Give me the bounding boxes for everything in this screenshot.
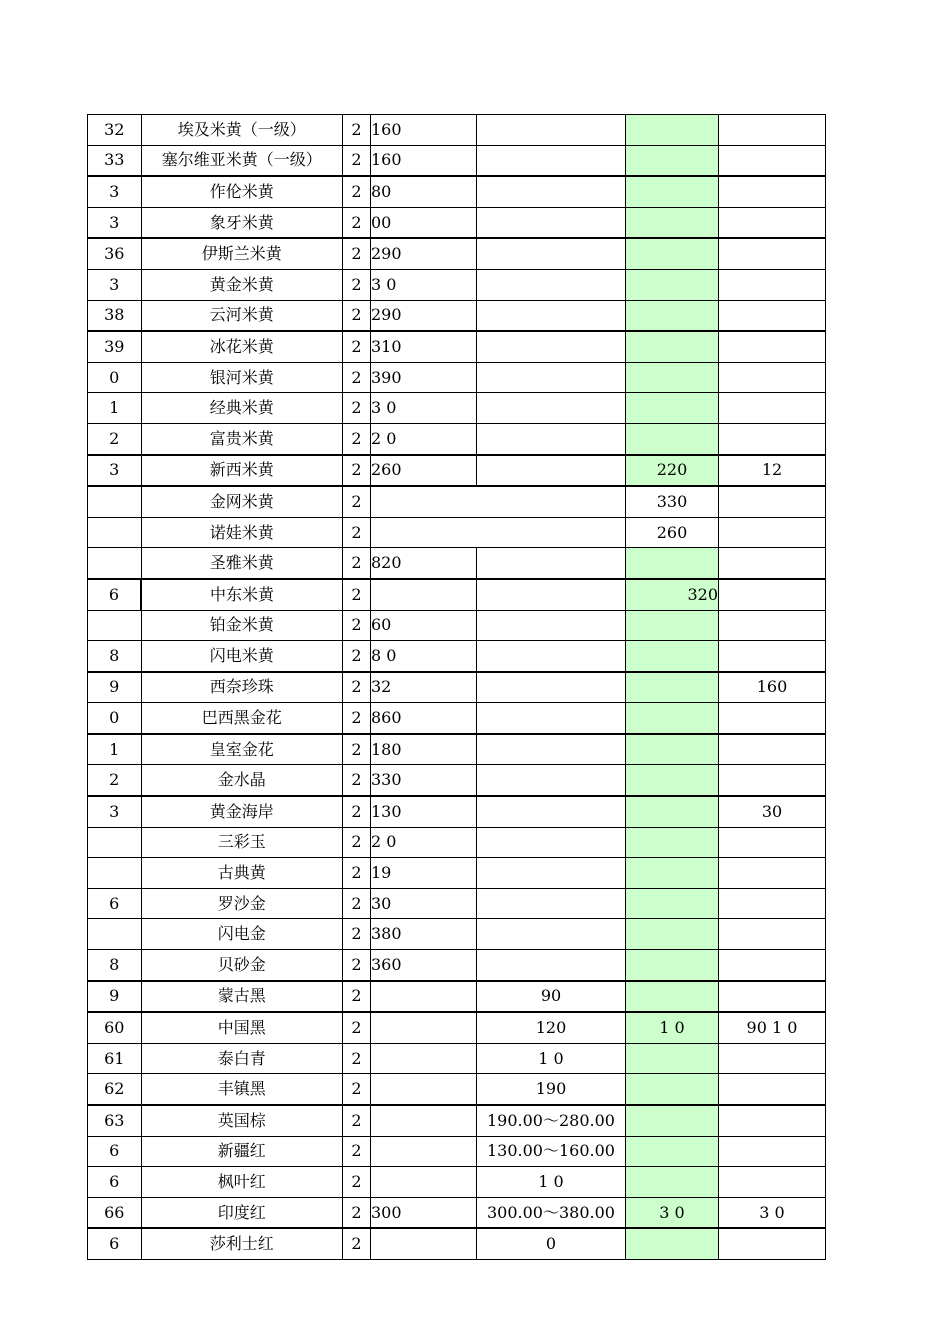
row-number: 1: [88, 734, 142, 765]
row-number: 2: [88, 765, 142, 796]
stone-name: 新疆红: [141, 1136, 343, 1167]
unit-cell: 2: [343, 300, 371, 331]
unit-cell: 2: [343, 981, 371, 1013]
table-row: [88, 145, 826, 176]
price-cell-1: [371, 1043, 477, 1074]
table-row: [88, 1074, 826, 1105]
table-row: [88, 1136, 826, 1167]
price-cell-2: 120: [477, 1012, 626, 1043]
price-cell-2: 190.00～280.00: [477, 1105, 626, 1136]
price-cell-4: [719, 1228, 826, 1259]
stone-name: 伊斯兰米黄: [141, 238, 343, 269]
price-cell-2: [477, 423, 626, 454]
unit-cell: 2: [343, 486, 371, 517]
table-row: [88, 610, 826, 641]
row-number: 62: [88, 1074, 142, 1105]
price-cell-2: [477, 641, 626, 672]
price-cell-2: [477, 455, 626, 487]
price-cell-3: [626, 300, 719, 331]
price-cell-4: [719, 1043, 826, 1074]
row-number: [88, 827, 142, 858]
price-cell-1: 32: [371, 672, 477, 703]
price-cell-3: [626, 423, 719, 454]
stone-name: 丰镇黑: [141, 1074, 343, 1105]
price-cell-4: [719, 145, 826, 176]
price-cell-1: [371, 517, 477, 548]
price-cell-3: [626, 1136, 719, 1167]
unit-cell: 2: [343, 641, 371, 672]
unit-cell: 2: [343, 145, 371, 176]
unit-cell: 2: [343, 455, 371, 487]
price-cell-1: [371, 1012, 477, 1043]
stone-name: 铂金米黄: [141, 610, 343, 641]
table-row: [88, 888, 826, 919]
table-row: [88, 765, 826, 796]
stone-name: 云河米黄: [141, 300, 343, 331]
stone-name: 银河米黄: [141, 362, 343, 393]
price-cell-2: [477, 610, 626, 641]
price-cell-4: 12: [719, 455, 826, 487]
price-cell-4: [719, 981, 826, 1013]
price-cell-2: [477, 858, 626, 889]
unit-cell: 2: [343, 765, 371, 796]
price-cell-1: [371, 1105, 477, 1136]
row-number: 3: [88, 455, 142, 487]
price-cell-2: [477, 176, 626, 207]
price-cell-4: [719, 734, 826, 765]
row-number: 6: [88, 1167, 142, 1198]
row-number: 3: [88, 796, 142, 827]
price-cell-2: [477, 300, 626, 331]
row-number: 6: [88, 1228, 142, 1259]
table-row: [88, 734, 826, 765]
price-cell-4: [719, 919, 826, 950]
price-cell-4: [719, 1136, 826, 1167]
price-cell-1: 180: [371, 734, 477, 765]
unit-cell: 2: [343, 548, 371, 579]
price-cell-2: 300.00～380.00: [477, 1197, 626, 1228]
unit-cell: 2: [343, 888, 371, 919]
price-cell-2: 130.00～160.00: [477, 1136, 626, 1167]
unit-cell: 2: [343, 858, 371, 889]
price-cell-3: [626, 115, 719, 146]
price-cell-3: [626, 176, 719, 207]
table-row: [88, 269, 826, 300]
price-cell-3: 320: [626, 579, 719, 610]
price-cell-4: [719, 517, 826, 548]
table-row: [88, 238, 826, 269]
price-cell-4: [719, 827, 826, 858]
row-number: 39: [88, 331, 142, 362]
unit-cell: 2: [343, 672, 371, 703]
table-row: [88, 672, 826, 703]
row-number: 9: [88, 672, 142, 703]
stone-name: 闪电米黄: [141, 641, 343, 672]
stone-name: 贝砂金: [141, 950, 343, 981]
price-cell-1: 2 0: [371, 423, 477, 454]
price-cell-1: 300: [371, 1197, 477, 1228]
price-cell-3: [626, 1167, 719, 1198]
row-number: 9: [88, 981, 142, 1013]
row-number: 6: [88, 579, 142, 610]
price-cell-4: [719, 362, 826, 393]
stone-name: 皇室金花: [141, 734, 343, 765]
unit-cell: 2: [343, 1012, 371, 1043]
price-cell-3: [626, 888, 719, 919]
table-row: [88, 115, 826, 146]
unit-cell: 2: [343, 919, 371, 950]
row-number: 1: [88, 393, 142, 424]
stone-name: 黄金米黄: [141, 269, 343, 300]
table-row: [88, 300, 826, 331]
stone-name: 金网米黄: [141, 486, 343, 517]
price-cell-3: [626, 1228, 719, 1259]
unit-cell: 2: [343, 207, 371, 238]
table-row: [88, 207, 826, 238]
stone-name: 西奈珍珠: [141, 672, 343, 703]
table-row: [88, 950, 826, 981]
unit-cell: 2: [343, 1197, 371, 1228]
price-cell-2: 90: [477, 981, 626, 1013]
price-cell-3: 1 0: [626, 1012, 719, 1043]
price-cell-3: 330: [626, 486, 719, 517]
price-cell-1: [371, 579, 477, 610]
price-cell-1: 30: [371, 888, 477, 919]
price-cell-3: [626, 919, 719, 950]
price-cell-2: [477, 486, 626, 517]
price-cell-4: [719, 641, 826, 672]
table-row: [88, 641, 826, 672]
price-cell-3: [626, 1074, 719, 1105]
price-cell-1: [371, 486, 477, 517]
price-cell-2: [477, 517, 626, 548]
unit-cell: 2: [343, 703, 371, 734]
price-cell-3: [626, 362, 719, 393]
table-row: [88, 579, 826, 610]
stone-name: 古典黄: [141, 858, 343, 889]
unit-cell: 2: [343, 269, 371, 300]
price-cell-4: [719, 610, 826, 641]
unit-cell: 2: [343, 238, 371, 269]
price-cell-4: [719, 423, 826, 454]
stone-name: 三彩玉: [141, 827, 343, 858]
price-cell-1: 00: [371, 207, 477, 238]
row-number: 60: [88, 1012, 142, 1043]
stone-name: 新西米黄: [141, 455, 343, 487]
unit-cell: 2: [343, 1043, 371, 1074]
row-number: [88, 858, 142, 889]
stone-name: 圣雅米黄: [141, 548, 343, 579]
price-cell-3: [626, 269, 719, 300]
price-cell-3: [626, 981, 719, 1013]
price-cell-4: [719, 393, 826, 424]
row-number: [88, 610, 142, 641]
unit-cell: 2: [343, 796, 371, 827]
table-row: [88, 176, 826, 207]
price-cell-1: [371, 981, 477, 1013]
price-cell-2: [477, 579, 626, 610]
unit-cell: 2: [343, 734, 371, 765]
row-number: 3: [88, 176, 142, 207]
price-cell-2: [477, 888, 626, 919]
price-cell-3: 220: [626, 455, 719, 487]
table-row: [88, 858, 826, 889]
stone-name: 黄金海岸: [141, 796, 343, 827]
price-cell-3: [626, 703, 719, 734]
stone-name: 中国黑: [141, 1012, 343, 1043]
price-cell-4: [719, 950, 826, 981]
price-cell-4: [719, 888, 826, 919]
stone-name: 英国棕: [141, 1105, 343, 1136]
price-cell-1: 80: [371, 176, 477, 207]
price-cell-3: [626, 827, 719, 858]
price-cell-1: 3 0: [371, 269, 477, 300]
price-cell-2: 190: [477, 1074, 626, 1105]
price-cell-1: 330: [371, 765, 477, 796]
price-cell-1: 380: [371, 919, 477, 950]
price-cell-2: [477, 362, 626, 393]
price-cell-1: 310: [371, 331, 477, 362]
price-cell-3: [626, 765, 719, 796]
row-number: 8: [88, 950, 142, 981]
price-cell-3: 260: [626, 517, 719, 548]
price-cell-1: 160: [371, 115, 477, 146]
unit-cell: 2: [343, 517, 371, 548]
table-row: [88, 1228, 826, 1259]
row-number: 2: [88, 423, 142, 454]
row-number: 63: [88, 1105, 142, 1136]
price-cell-3: [626, 1105, 719, 1136]
stone-name: 金水晶: [141, 765, 343, 796]
price-cell-2: [477, 115, 626, 146]
row-number: 0: [88, 362, 142, 393]
price-cell-2: [477, 765, 626, 796]
price-cell-1: [371, 1228, 477, 1259]
price-cell-4: [719, 1074, 826, 1105]
price-cell-1: 3 0: [371, 393, 477, 424]
price-cell-3: [626, 641, 719, 672]
unit-cell: 2: [343, 1074, 371, 1105]
price-cell-4: [719, 238, 826, 269]
price-cell-3: [626, 331, 719, 362]
stone-name: 埃及米黄（一级）: [141, 115, 343, 146]
table-row: [88, 517, 826, 548]
row-number: 3: [88, 269, 142, 300]
price-cell-3: [626, 950, 719, 981]
price-cell-4: [719, 115, 826, 146]
price-cell-4: 90 1 0: [719, 1012, 826, 1043]
stone-name: 巴西黑金花: [141, 703, 343, 734]
table-row: [88, 362, 826, 393]
price-cell-1: 390: [371, 362, 477, 393]
stone-name: 印度红: [141, 1197, 343, 1228]
row-number: [88, 486, 142, 517]
stone-name: 塞尔维亚米黄（一级）: [141, 145, 343, 176]
price-cell-4: 30: [719, 796, 826, 827]
row-number: [88, 548, 142, 579]
price-cell-1: [371, 1074, 477, 1105]
table-row: [88, 1167, 826, 1198]
unit-cell: 2: [343, 1136, 371, 1167]
price-cell-2: [477, 796, 626, 827]
price-cell-3: [626, 672, 719, 703]
unit-cell: 2: [343, 579, 371, 610]
stone-name: 诺娃米黄: [141, 517, 343, 548]
price-cell-1: 260: [371, 455, 477, 487]
table-row: [88, 703, 826, 734]
table-row: [88, 423, 826, 454]
table-row: [88, 981, 826, 1013]
price-cell-4: [719, 486, 826, 517]
price-cell-3: [626, 858, 719, 889]
table-row: [88, 548, 826, 579]
price-cell-4: [719, 1167, 826, 1198]
row-number: 33: [88, 145, 142, 176]
table-row: [88, 393, 826, 424]
stone-name: 蒙古黑: [141, 981, 343, 1013]
price-cell-1: 2 0: [371, 827, 477, 858]
price-cell-4: 160: [719, 672, 826, 703]
row-number: 6: [88, 1136, 142, 1167]
price-cell-2: 1 0: [477, 1167, 626, 1198]
price-cell-2: 1 0: [477, 1043, 626, 1074]
unit-cell: 2: [343, 1167, 371, 1198]
row-number: 8: [88, 641, 142, 672]
price-cell-1: [371, 1136, 477, 1167]
stone-name: 作伦米黄: [141, 176, 343, 207]
unit-cell: 2: [343, 423, 371, 454]
stone-name: 莎利士红: [141, 1228, 343, 1259]
row-number: 0: [88, 703, 142, 734]
table-row: [88, 919, 826, 950]
unit-cell: 2: [343, 1105, 371, 1136]
table-row: [88, 1197, 826, 1228]
price-cell-3: [626, 734, 719, 765]
price-table: [87, 114, 826, 1260]
price-cell-3: [626, 796, 719, 827]
unit-cell: 2: [343, 827, 371, 858]
stone-name: 罗沙金: [141, 888, 343, 919]
price-cell-4: [719, 579, 826, 610]
price-cell-1: 60: [371, 610, 477, 641]
price-cell-4: [719, 1105, 826, 1136]
row-number: 6: [88, 888, 142, 919]
price-cell-4: [719, 703, 826, 734]
table-row: [88, 331, 826, 362]
unit-cell: 2: [343, 610, 371, 641]
table-row: [88, 1043, 826, 1074]
price-cell-4: 3 0: [719, 1197, 826, 1228]
price-cell-2: [477, 207, 626, 238]
table-row: [88, 1105, 826, 1136]
price-cell-1: 360: [371, 950, 477, 981]
price-cell-2: [477, 950, 626, 981]
price-cell-1: 130: [371, 796, 477, 827]
price-cell-1: 290: [371, 238, 477, 269]
unit-cell: 2: [343, 950, 371, 981]
price-cell-2: [477, 703, 626, 734]
price-cell-1: 820: [371, 548, 477, 579]
table-row: [88, 827, 826, 858]
row-number: 3: [88, 207, 142, 238]
stone-name: 枫叶红: [141, 1167, 343, 1198]
table-row: [88, 1012, 826, 1043]
table-row: [88, 455, 826, 487]
price-cell-2: [477, 734, 626, 765]
unit-cell: 2: [343, 1228, 371, 1259]
price-cell-3: [626, 393, 719, 424]
stone-name: 冰花米黄: [141, 331, 343, 362]
table-row: [88, 796, 826, 827]
price-cell-2: 0: [477, 1228, 626, 1259]
unit-cell: 2: [343, 393, 371, 424]
price-cell-1: 860: [371, 703, 477, 734]
price-cell-1: 290: [371, 300, 477, 331]
row-number: 32: [88, 115, 142, 146]
price-cell-3: [626, 1043, 719, 1074]
row-number: [88, 517, 142, 548]
row-number: 36: [88, 238, 142, 269]
price-cell-2: [477, 672, 626, 703]
row-number: 38: [88, 300, 142, 331]
unit-cell: 2: [343, 362, 371, 393]
price-cell-4: [719, 765, 826, 796]
price-cell-3: 3 0: [626, 1197, 719, 1228]
unit-cell: 2: [343, 176, 371, 207]
price-cell-3: [626, 610, 719, 641]
stone-name: 象牙米黄: [141, 207, 343, 238]
price-cell-4: [719, 300, 826, 331]
price-cell-2: [477, 331, 626, 362]
price-cell-4: [719, 548, 826, 579]
price-cell-2: [477, 919, 626, 950]
price-cell-2: [477, 548, 626, 579]
price-cell-3: [626, 548, 719, 579]
price-cell-3: [626, 207, 719, 238]
stone-name: 富贵米黄: [141, 423, 343, 454]
price-cell-1: [371, 1167, 477, 1198]
price-cell-2: [477, 238, 626, 269]
price-cell-4: [719, 207, 826, 238]
price-cell-4: [719, 269, 826, 300]
price-cell-3: [626, 145, 719, 176]
unit-cell: 2: [343, 331, 371, 362]
row-number: 61: [88, 1043, 142, 1074]
stone-name: 泰白青: [141, 1043, 343, 1074]
price-cell-3: [626, 238, 719, 269]
table-row: [88, 486, 826, 517]
price-cell-2: [477, 145, 626, 176]
row-number: 66: [88, 1197, 142, 1228]
price-cell-2: [477, 269, 626, 300]
stone-name: 经典米黄: [141, 393, 343, 424]
price-cell-4: [719, 331, 826, 362]
price-cell-2: [477, 393, 626, 424]
unit-cell: 2: [343, 115, 371, 146]
price-cell-1: 160: [371, 145, 477, 176]
price-cell-1: 8 0: [371, 641, 477, 672]
row-number: [88, 919, 142, 950]
table-body: [88, 115, 826, 1260]
price-cell-4: [719, 858, 826, 889]
stone-name: 闪电金: [141, 919, 343, 950]
stone-name: 中东米黄: [141, 579, 343, 610]
price-cell-2: [477, 827, 626, 858]
price-cell-1: 19: [371, 858, 477, 889]
price-cell-4: [719, 176, 826, 207]
